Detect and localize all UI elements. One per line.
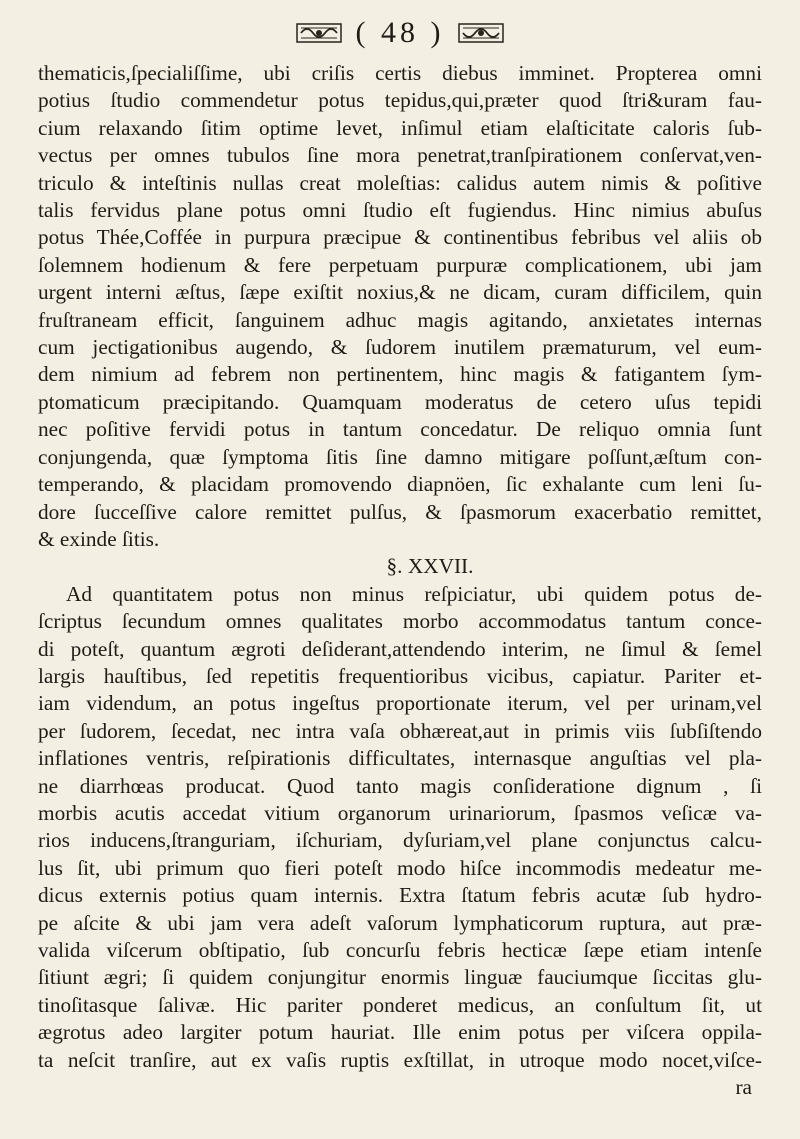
text-line: & exinde ſitis.	[38, 526, 160, 551]
text-line: conjungenda, quæ ſymptoma ſitis ſine damno mitigare poſſunt,æſtum con-	[38, 444, 762, 469]
section-heading: §. XXVII.	[386, 554, 474, 579]
text-line: vectus per omnes tubulos ſine mora penetrat,tranſpirationem conſervat,ven-	[38, 143, 762, 168]
text-line: dem nimium ad febrem non pertinentem, hinc magis & fatigantem ſym-	[38, 362, 762, 387]
text-line: ptomaticum præcipitando. Quamquam moderatus de cetero uſus tepidi	[38, 389, 762, 414]
text-line: valida viſcerum obſtipatio, ſub concurſu febris hecticæ ſæpe etiam intenſe	[38, 938, 762, 962]
text-line: cum jectigationibus augendo, & ſudorem inutilem præmaturum, vel eum-	[38, 335, 762, 360]
text-line: inflationes ventris, reſpirationis difficultates, internasque anguſtias vel pla-	[38, 746, 762, 771]
page-number: ( 48 )	[355, 16, 445, 49]
text-line: ta neſcit tranſire, aut ex vaſis ruptis exſtillat, in utroque modo nocet,viſce-	[38, 1047, 762, 1072]
text-line: largis hauſtibus, ſed repetitis frequentioribus vicibus, capiatur. Pariter et-	[38, 663, 762, 688]
text-line: potius ſtudio commendetur potus tepidus,qui,præter quod ſtri&uram fau-	[38, 88, 762, 113]
body-text	[38, 60, 762, 1101]
text-line: Ad quantitatem potus non minus reſpiciatur, ubi quidem potus de-	[66, 581, 762, 606]
ornament-right-icon	[458, 21, 504, 45]
text-line: potus Thée,Coffée in purpura præcipue & continentibus febribus vel aliis ob	[38, 225, 762, 250]
text-line: dicus externis potius quam internis. Extra ſtatum febris acutæ ſub hydro-	[38, 883, 762, 908]
text-line: iam videndum, an potus ingeſtus proportionate iterum, vel per urinam,vel	[38, 691, 762, 716]
text-line: per ſudorem, ſecedat, nec intra vaſa obhæreat,aut in primis viis ſubſiſtendo	[38, 718, 762, 743]
text-line: rios inducens,ſtranguriam, iſchuriam, dyſuriam,vel plane conjunctus calcu-	[38, 828, 762, 853]
text-line: thematicis,ſpecialiſſime, ubi criſis certis diebus imminet. Propterea omni	[38, 61, 762, 85]
text-line: lus ſit, ubi primum quo fieri poteſt modo hiſce incommodis medeatur me-	[38, 855, 762, 880]
text-line: fruſtraneam efficit, ſanguinem adhuc magis agitando, anxietates internas	[38, 307, 762, 332]
text-line: ſolemnem hodienum & fere perpetuam purpuræ complicationem, ubi jam	[38, 252, 762, 277]
text-line: urgent interni æſtus, ſæpe exiſtit noxius,& ne dicam, curam difficilem, quin	[38, 280, 762, 305]
text-line: triculo & inteſtinis nullas creat moleſtias: calidus autem nimis & poſitive	[38, 170, 762, 195]
page-header	[0, 10, 800, 56]
text-line: talis fervidus plane potus omni ſtudio eſt fugiendus. Hinc nimius abuſus	[38, 198, 762, 223]
catchword: ra	[735, 1075, 752, 1100]
text-line: ſcriptus ſecundum omnes qualitates morbo accommodatus tantum conce-	[38, 609, 762, 634]
text-line: dore ſucceſſive calore remittet pulſus, & ſpasmorum exacerbatio remittet,	[38, 499, 762, 524]
text-line: nec poſitive fervidi potus in tantum concedatur. De reliquo omnia ſunt	[38, 417, 762, 442]
text-line: di poteſt, quantum ægroti deſiderant,attendendo interim, ne ſimul & ſemel	[38, 636, 762, 661]
text-line: ægrotus adeo largiter potum hauriat. Ille enim potus per viſcera oppila-	[38, 1020, 762, 1045]
text-line: ſitiunt ægri; ſi quidem conjungitur enormis linguæ fauciumque ſiccitas glu-	[38, 965, 762, 990]
ornament-left-icon	[296, 21, 342, 45]
text-line: cium relaxando ſitim optime levet, inſimul etiam elaſticitate caloris ſub-	[38, 115, 762, 140]
text-line: morbis acutis accedat vitium organorum urinariorum, ſpasmos veſicæ va-	[38, 800, 762, 825]
text-line: tinoſitasque ſalivæ. Hic pariter ponderet medicus, an conſultum ſit, ut	[38, 992, 762, 1017]
text-line: pe aſcite & ubi jam vera adeſt vaſorum lymphaticorum ruptura, aut præ-	[38, 910, 762, 935]
text-line: temperando, & placidam promovendo diapnöen, ſic exhalante cum leni ſu-	[38, 472, 762, 497]
text-line: ne diarrhœas producat. Quod tanto magis conſideratione dignum , ſi	[38, 773, 762, 798]
